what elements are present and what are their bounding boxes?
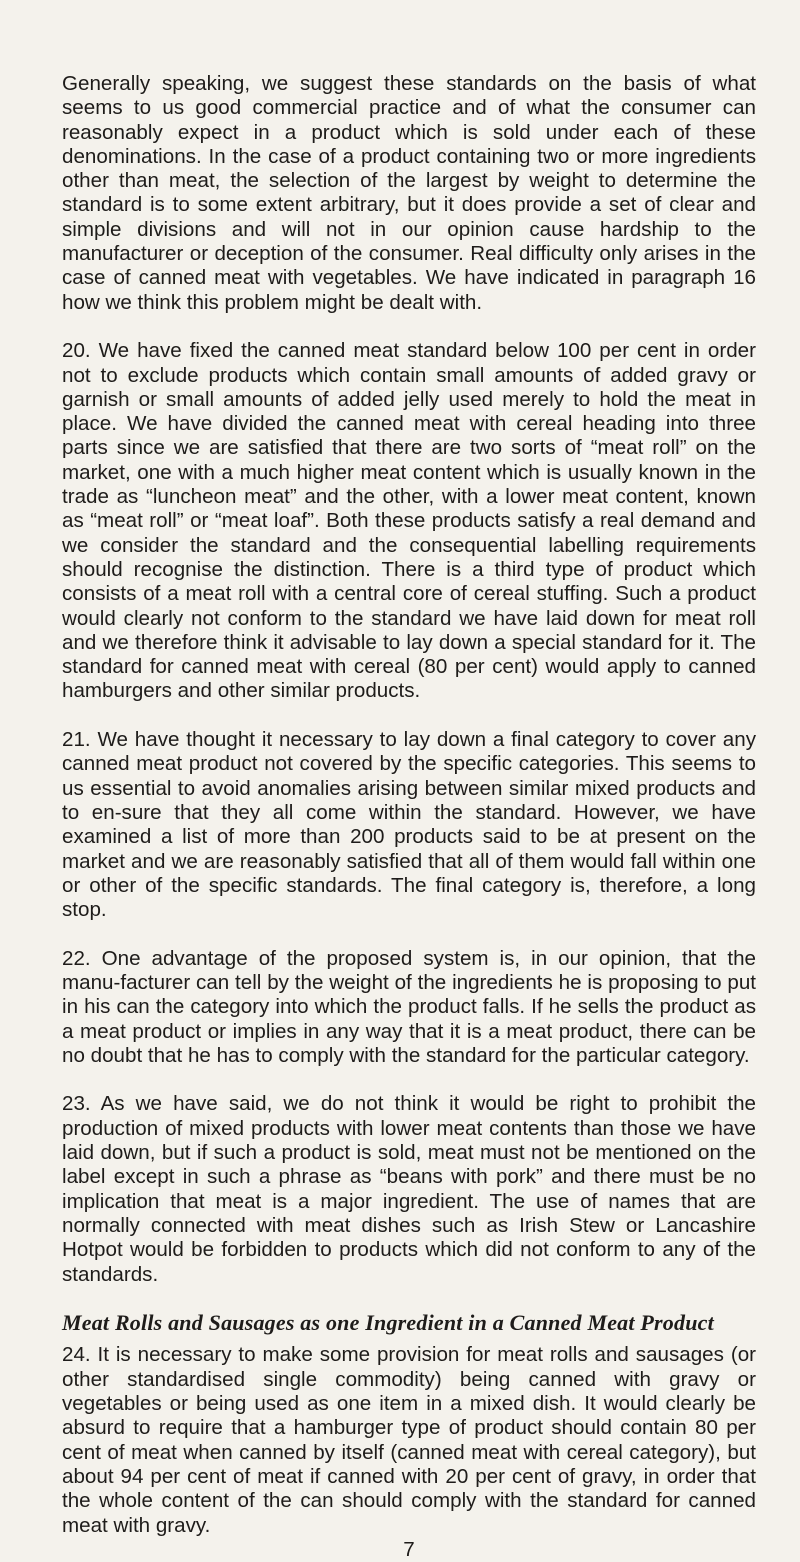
paragraph-gap [62,1068,756,1092]
page-number: 7 [403,1537,415,1561]
paragraph-23: 23. As we have said, we do not think it would be right to prohibit the production of mixed products with lower meat contents than those we have laid down, but if such a product is sold, meat must not be mentioned on the label except in such a phrase as “beans with pork” and there must be no implication that meat is a major ingredient. The use of names that are normally connected with meat dishes such as Irish Stew or Lancashire Hotpot would be forbidden to products which did not conform to any of the standards. [62,1092,756,1286]
paragraph-24: 24. It is necessary to make some provision for meat rolls and sausages (or other standardised single commodity) being canned with gravy or vegetables or being used as one item in a mixed dish. It would clearly be absurd to require that a hamburger type of product should contain 80 per cent of meat when canned by itself (canned meat with cereal category), but about 94 per cent of meat if canned with 20 per cent of gravy, in order that the whole content of the can should comply with the standard for canned meat with gravy. [62,1343,756,1537]
paragraph-21: 21. We have thought it necessary to lay down a final category to cover any canned meat product not covered by the specific categories. This seems to us essential to avoid anomalies arising between similar mixed products and to en-sure that they all come within the standard. However, we have examined a list of more than 200 products said to be at present on the market and we are reasonably satisfied that all of them would fall within one or other of the specific standards. The final category is, therefore, a long stop. [62,728,756,922]
paragraph-gap [62,922,756,946]
paragraph-gap [62,704,756,728]
paragraph-20: 20. We have fixed the canned meat standard below 100 per cent in order not to exclude products which contain small amounts of added gravy or garnish or small amounts of added jelly used merely to hold the meat in place. We have divided the canned meat with cereal heading into three parts since we are satisfied that there are two sorts of “meat roll” on the market, one with a much higher meat content which is usually known in the trade as “luncheon meat” and the other, with a lower meat content, known as “meat roll” or “meat loaf”. Both these products satisfy a real demand and we consider the standard and the consequential labelling requirements should recognise the distinction. There is a third type of product which consists of a meat roll with a central core of cereal stuffing. Such a product would clearly not conform to the standard we have laid down for meat roll and we therefore think it advisable to lay down a special standard for it. The standard for canned meat with cereal (80 per cent) would apply to canned hamburgers and other similar products. [62,339,756,703]
section-heading: Meat Rolls and Sausages as one Ingredient in a Canned Meat Product [62,1310,714,1336]
paragraph-gap [62,1287,756,1311]
paragraph-gap [62,315,756,339]
paragraph-22: 22. One advantage of the proposed system is, in our opinion, that the manu-facturer can tell by the weight of the ingredients he is proposing to put in his can the category into which the product falls. If he sells the product as a meat product or implies in any way that it is a meat product, there can be no doubt that he has to comply with the standard for the particular category. [62,946,756,1067]
heading-gap [62,1335,756,1343]
paragraph-intro: Generally speaking, we suggest these standards on the basis of what seems to us good commercial practice and of what the consumer can reasonably expect in a product which is sold under each of these denominations. In the case of a product containing two or more ingredients other than meat, the selection of the largest by weight to determine the standard is to some extent arbitrary, but it does provide a set of clear and simple divisions and will not in our opinion cause hardship to the manufacturer or deception of the consumer. Real difficulty only arises in the case of canned meat with vegetables. We have indicated in paragraph 16 how we think this problem might be dealt with. [62,72,756,314]
